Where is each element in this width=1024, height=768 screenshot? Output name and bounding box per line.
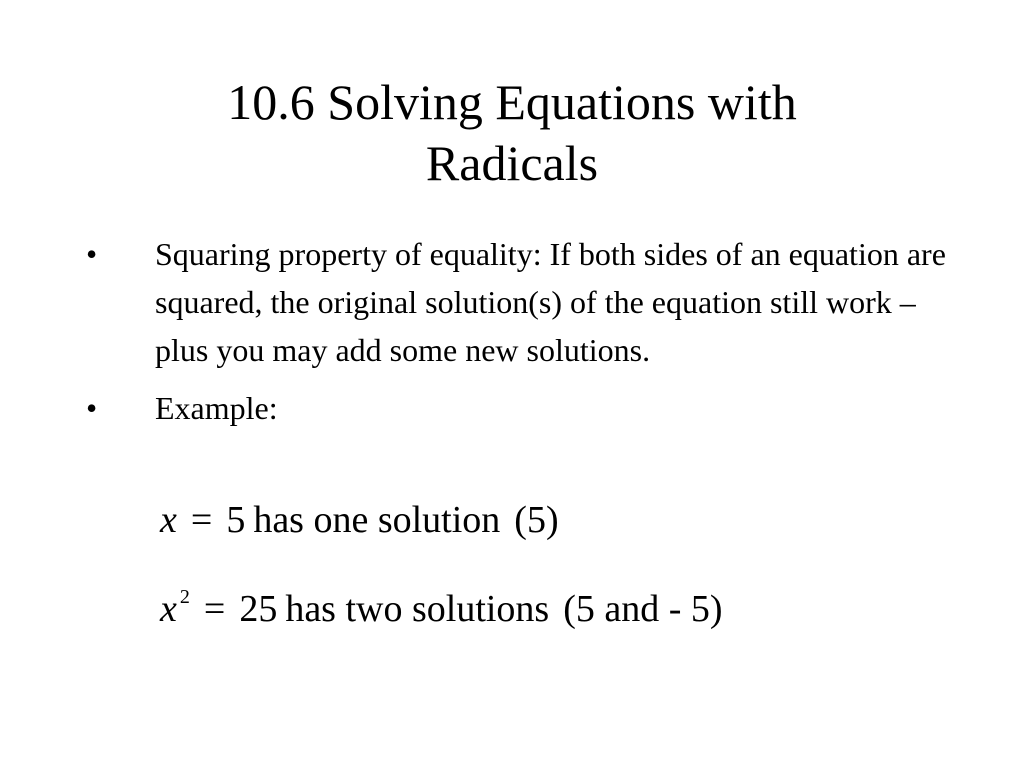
- slide-title-line-1: 10.6 Solving Equations with: [227, 74, 797, 130]
- bullet-item-squaring-property: [0, 230, 1024, 374]
- equation-solutions: (5 and - 5): [563, 588, 723, 630]
- equation-variable: x: [160, 499, 177, 541]
- equation-variable: x: [160, 588, 177, 630]
- bullet-marker: •: [86, 390, 98, 426]
- bullet-marker: •: [86, 236, 98, 272]
- equation-value: 25: [239, 588, 278, 630]
- bullet-list: [0, 230, 1024, 442]
- equation-phrase: has two solutions: [285, 588, 550, 630]
- equation-operator: =: [190, 499, 213, 541]
- slide-title-line-2: Radicals: [425, 135, 599, 191]
- bullet-text: Example:: [155, 390, 278, 426]
- equation-x-squared-equals-25: [160, 575, 723, 631]
- equation-phrase: has one solution: [253, 499, 501, 541]
- bullet-item-example: [0, 384, 1024, 432]
- equation-exponent: 2: [179, 586, 190, 608]
- equation-solutions: (5): [514, 499, 559, 541]
- bullet-text: Squaring property of equality: If both sides of an equation are squared, the original solution(s) of the equation still work – plus you may add some new solutions.: [155, 236, 946, 368]
- slide-title: [0, 72, 1024, 194]
- equation-value: 5: [226, 499, 246, 541]
- equation-operator: =: [203, 588, 226, 630]
- equation-x-equals-5: [160, 498, 559, 542]
